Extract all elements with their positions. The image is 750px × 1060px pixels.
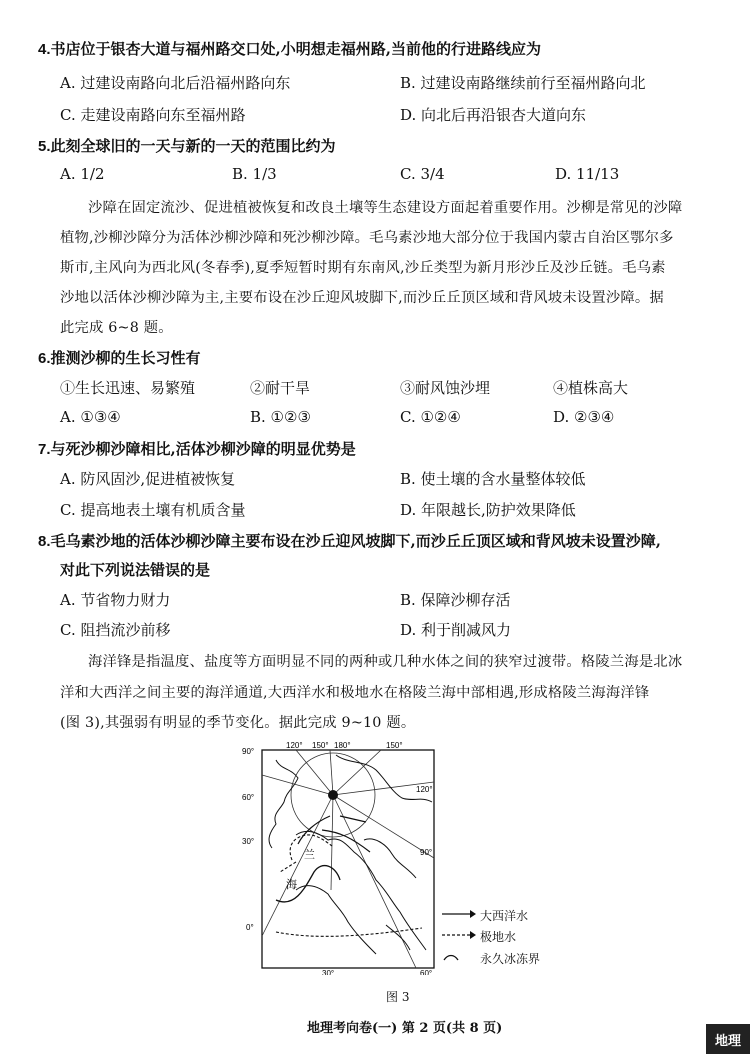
q8-option-c[interactable]: C. 阻挡流沙前移 — [60, 621, 171, 639]
q6-item-2: ②耐干旱 — [250, 379, 311, 397]
greenland-sea-map — [236, 740, 441, 975]
legend-symbols — [438, 904, 478, 964]
polar-water-arrows — [276, 835, 422, 936]
figure-caption: 图 3 — [386, 990, 410, 1004]
q4-option-a[interactable]: A. 过建设南路向北后沿福州路向东 — [60, 74, 291, 92]
q5-option-a[interactable]: A. 1/2 — [60, 165, 105, 183]
question-number: 5. — [38, 138, 51, 155]
question-number: 7. — [38, 441, 51, 458]
q7-option-c[interactable]: C. 提高地表土壤有机质含量 — [60, 501, 246, 519]
q6-item-4: ④植株高大 — [553, 379, 629, 397]
top-label-180: 180° — [334, 741, 351, 750]
question-8-stem: 8.毛乌素沙地的活体沙柳沙障主要布设在沙丘迎风坡脚下,而沙丘丘顶区域和背风坡未设置沙障, — [38, 532, 661, 550]
map-label-hai: 海 — [286, 878, 297, 891]
north-pole-dot — [328, 790, 338, 800]
q8-option-b[interactable]: B. 保障沙柳存活 — [400, 591, 511, 609]
legend-permafrost: 永久冰冻界 — [480, 952, 541, 966]
q6-option-b[interactable]: B. ①②③ — [250, 408, 311, 426]
question-4-stem: 4.书店位于银杏大道与福州路交口处,小明想走福州路,当前他的行进路线应为 — [38, 40, 541, 58]
right-label-90: 90° — [420, 848, 433, 857]
q6-option-d[interactable]: D. ②③④ — [553, 408, 615, 426]
bottom-label-60: 60° — [420, 969, 433, 975]
left-label-30: 30° — [242, 837, 255, 846]
passage1-line-5: 此完成 6~8 题。 — [60, 320, 173, 336]
q5-option-c[interactable]: C. 3/4 — [400, 165, 445, 183]
passage1-line-1: 沙障在固定流沙、促进植被恢复和改良土壤等生态建设方面起着重要作用。沙柳是常见的沙障 — [88, 200, 683, 216]
q8-option-a[interactable]: A. 节省物力财力 — [60, 591, 171, 609]
q5-option-b[interactable]: B. 1/3 — [232, 165, 277, 183]
question-6-stem: 6.推测沙柳的生长习性有 — [38, 349, 201, 367]
passage1-line-4: 沙地以活体沙柳沙障为主,主要布设在沙丘迎风坡脚下,而沙丘丘顶区域和背风坡未设置沙障。据 — [60, 290, 664, 306]
question-number: 6. — [38, 350, 51, 367]
q6-option-a[interactable]: A. ①③④ — [60, 408, 121, 426]
question-number: 8. — [38, 533, 51, 550]
q5-option-d[interactable]: D. 11/13 — [555, 165, 620, 183]
map-label-lan: 兰 — [304, 848, 315, 861]
page-footer: 地理考向卷(一) 第 2 页(共 8 页) — [307, 1021, 503, 1036]
right-label-120: 120° — [416, 785, 433, 794]
top-label-150w: 150° — [386, 741, 403, 750]
q6-item-1: ①生长迅速、易繁殖 — [60, 379, 196, 397]
q7-option-b[interactable]: B. 使土壤的含水量整体较低 — [400, 470, 586, 488]
legend-permafrost-symbol — [444, 956, 458, 961]
passage1-line-2: 植物,沙柳沙障分为活体沙柳沙障和死沙柳沙障。毛乌素沙地大部分位于我国内蒙古自治区鄂尔多 — [60, 230, 674, 246]
q4-option-b[interactable]: B. 过建设南路继续前行至福州路向北 — [400, 74, 646, 92]
legend-polar-symbol — [442, 931, 476, 939]
question-number: 4. — [38, 41, 51, 58]
q4-option-c[interactable]: C. 走建设南路向东至福州路 — [60, 106, 246, 124]
q8-option-d[interactable]: D. 利于削减风力 — [400, 621, 512, 639]
q6-item-3: ③耐风蚀沙埋 — [400, 379, 491, 397]
coastlines — [269, 755, 432, 954]
legend-atlantic-water: 大西洋水 — [480, 909, 529, 923]
q7-option-a[interactable]: A. 防风固沙,促进植被恢复 — [60, 470, 236, 488]
passage2-line-3: (图 3),其强弱有明显的季节变化。据此完成 9~10 题。 — [60, 715, 416, 731]
atlantic-water-arrows — [298, 816, 370, 852]
legend-polar-water: 极地水 — [480, 930, 517, 944]
left-label-60: 60° — [242, 793, 255, 802]
q6-option-c[interactable]: C. ①②④ — [400, 408, 461, 426]
legend-atlantic-symbol — [442, 910, 476, 918]
question-5-stem: 5.此刻全球旧的一天与新的一天的范围比约为 — [38, 137, 336, 155]
passage1-line-3: 斯市,主风向为西北风(冬春季),夏季短暂时期有东南风,沙丘类型为新月形沙丘及沙丘链。毛乌素 — [60, 260, 666, 276]
top-label-150: 150° — [312, 741, 329, 750]
left-label-90: 90° — [242, 747, 255, 756]
bottom-label-30: 30° — [322, 969, 335, 975]
passage2-line-1: 海洋锋是指温度、盐度等方面明显不同的两种或几种水体之间的狭窄过渡带。格陵兰海是北冰 — [88, 654, 683, 670]
q4-option-d[interactable]: D. 向北后再沿银杏大道向东 — [400, 106, 587, 124]
question-7-stem: 7.与死沙柳沙障相比,活体沙柳沙障的明显优势是 — [38, 440, 356, 458]
top-label-120: 120° — [286, 741, 303, 750]
left-label-0: 0° — [246, 923, 254, 932]
question-8-stem-line2: 对此下列说法错误的是 — [60, 561, 211, 579]
q7-option-d[interactable]: D. 年限越长,防护效果降低 — [400, 501, 576, 519]
passage2-line-2: 洋和大西洋之间主要的海洋通道,大西洋水和极地水在格陵兰海中部相遇,形成格陵兰海海洋锋 — [60, 685, 650, 701]
subject-tab: 地理 — [706, 1024, 750, 1054]
